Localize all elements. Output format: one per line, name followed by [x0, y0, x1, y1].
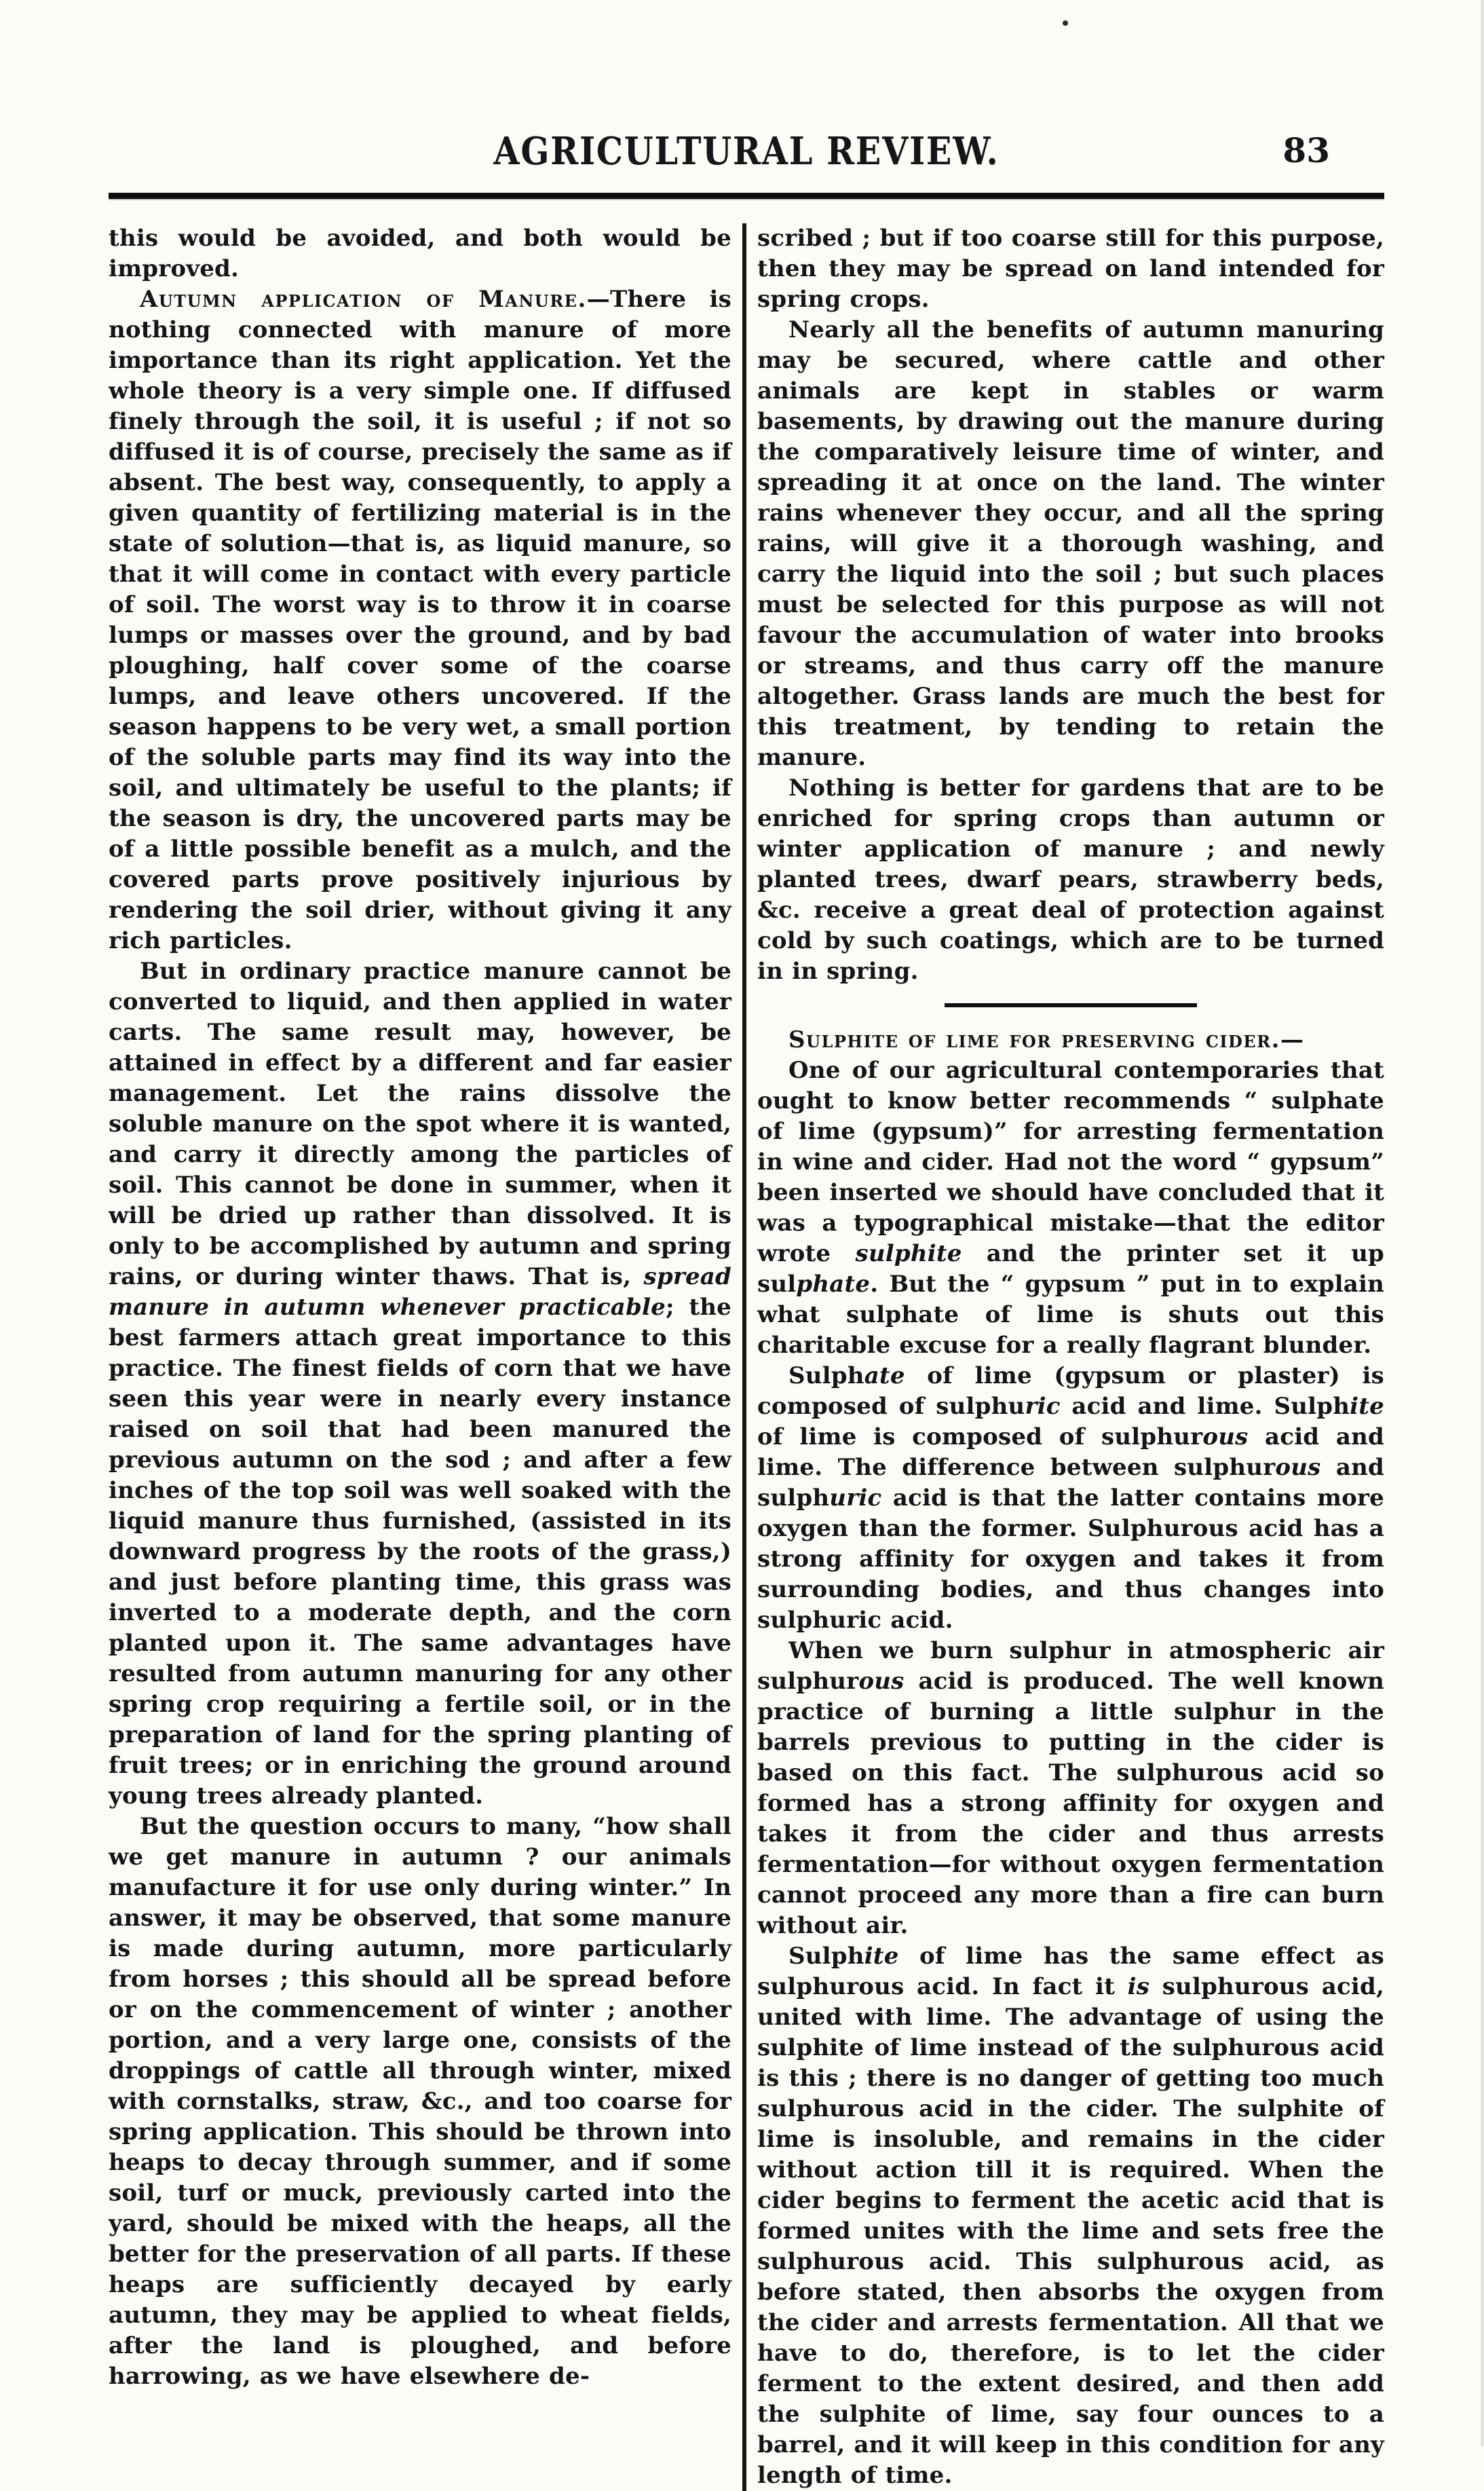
header-rule	[109, 193, 1384, 199]
text-run: uric	[829, 1484, 882, 1512]
page-number: 83	[1282, 130, 1330, 170]
text-run: acid and lime. The difference between sulphur	[757, 1423, 1384, 1481]
text-run: acid is that the latter contains more oxygen than the former. Sulphurous acid has a strong affinity for oxygen and takes it from surrounding bodies, and thus changes into sulphuric acid.	[757, 1484, 1384, 1634]
text-run: Autumn application of Manure.	[140, 286, 587, 313]
text-run: ous	[1202, 1423, 1249, 1450]
text-run: When we burn sulphur in atmospheric air sulphur	[757, 1637, 1384, 1695]
paragraph	[757, 1055, 1384, 1361]
text-run: Nearly all the benefits of autumn manuring may be secured, where cattle and other animals are kept in stables or warm basements, by drawing out the manure during the comparatively leisure time of winter, and spreading it at once on the land. The winter rains whenever they occur, and all the spring rains, will give it a thorough washing, and carry the liquid into the soil ; but such places must be selected for this purpose as will not favour the accumulation of water into brooks or streams, and thus carry off the manure altogether. Grass lands are much the best for this treatment, by tending to retain the manure.	[757, 316, 1384, 771]
left-column	[109, 223, 742, 2491]
text-run: Sulph	[788, 1362, 864, 1389]
paragraph	[757, 315, 1384, 773]
running-title: AGRICULTURAL REVIEW.	[493, 129, 1000, 174]
text-run: acid is produced. The well known practice of burning a little sulphur in the barrels previous to putting in the cider is based on this fact. The sulphurous acid so formed has a strong affinity for oxygen and takes it from the cider and thus arrests fermentation—for without oxygen fermentation cannot proceed any more than a fire can burn without air.	[757, 1668, 1384, 1939]
text-run: this would be avoided, and both would be improved.	[109, 225, 731, 282]
text-run: But in ordinary practice manure cannot be converted to liquid, and then applied in water carts. The same result may, however, be attained in effect by a different and far easier management. Let the rains dissolve the soluble manure on the spot where it is wanted, and carry it directly among the particles of soil. This cannot be done in summer, when it will be dried up rather than dissolved. It is only to be accomplished by autumn and spring rains, or during winter thaws. That is,	[109, 958, 731, 1290]
text-columns	[109, 223, 1384, 2491]
text-run: —There is nothing connected with manure of more importance than its right application. Yet the whole theory is a very simple one. If diffused finely through the soil, it is useful ; if not so diffused it is of course, precisely the same as if absent. The best way, consequently, to apply a given quantity of fertilizing material is in the state of solution—that is, as liquid manure, so that it will come in contact with every particle of soil. The worst way is to throw it in coarse lumps or masses over the ground, and by bad ploughing, half cover some of the coarse lumps, and leave others uncovered. If the season happens to be very wet, a small portion of the soluble parts may find its way into the soil, and ultimately be useful to the plants; if the season is dry, the uncovered parts may be of a little possible benefit as a mulch, and the covered parts prove positively injurious by rendering the soil drier, without giving it any rich particles.	[109, 286, 731, 954]
paragraph	[109, 223, 731, 284]
text-run: One of our agricultural contemporaries that ought to know better recommends “ sulphate of lime (gypsum)” for arresting fermentation in wine and cider. Had not the word “ gypsum” been inserted we should have concluded that it was a typographical mistake—that the editor wrote	[757, 1057, 1384, 1267]
section-divider-rule	[945, 1003, 1197, 1007]
paragraph	[757, 223, 1384, 315]
text-run: is	[1127, 1973, 1150, 2000]
text-run: . But the “ gypsum ” put in to explain what sulphate of lime is shuts out this charitable excuse for a really flagrant blunder.	[757, 1271, 1384, 1359]
text-run: ous	[858, 1668, 905, 1695]
text-run: But the question occurs to many, “how shall we get manure in autumn ? our animals manufacture it for use only during winter.” In answer, it may be observed, that some manure is made during autumn, more particularly from horses ; this should all be spread before or on the commencement of winter ; another portion, and a very large one, consists of the droppings of cattle all through winter, mixed with cornstalks, straw, &c., and too coarse for spring application. This should be thrown into heaps to decay through summer, and if some soil, turf or muck, previously carted into the yard, should be mixed with the heaps, all the better for the preservation of all parts. If these heaps are sufficiently decayed by early autumn, they may be applied to wheat fields, after the land is ploughed, and before harrowing, as we have elsewhere de-	[109, 1813, 731, 2390]
paragraph	[757, 773, 1384, 987]
right-column	[742, 223, 1384, 2491]
text-run: spread manure in autumn whenever practicable	[109, 1263, 731, 1321]
text-run: ric	[1025, 1393, 1061, 1420]
paragraph	[109, 284, 731, 956]
paragraph	[109, 1812, 731, 2392]
text-run: ; the best farmers attach great importance to this practice. The finest fields of corn that we have seen this year were in nearly every instance raised on soil that had been manured the previous autumn on the sod ; and after a few inches of the top soil was well soaked with the liquid manure thus furnished, (assisted in its downward progress by the roots of the grass,) and just before planting time, this grass was inverted to a moderate depth, and the corn planted upon it. The same advantages have resulted from autumn manuring for any other spring crop requiring a fertile soil, or in the preparation of land for the spring planting of fruit trees; or in enriching the ground around young trees already planted.	[109, 1294, 731, 1810]
text-run: of lime (gypsum or plaster) is composed of sulphu	[757, 1362, 1384, 1420]
text-run: of lime has the same effect as sulphurous acid. In fact it	[757, 1943, 1384, 2000]
text-run: acid and lime. Sulph	[1060, 1393, 1350, 1420]
text-run: phate	[796, 1271, 871, 1298]
paragraph	[757, 1361, 1384, 1636]
text-run: sulphite	[855, 1240, 962, 1267]
text-run: Nothing is better for gardens that are to be enriched for spring crops than autumn or winter application of manure ; and newly planted trees, dwarf pears, strawberry beds, &c. receive a great deal of protection against cold by such coatings, which are to be turned in in spring.	[757, 774, 1384, 985]
paragraph	[757, 1636, 1384, 1941]
page-header	[109, 0, 1384, 174]
paragraph	[109, 956, 731, 1812]
text-run: ite	[864, 1943, 899, 1970]
text-run: Sulphite of lime for preserving cider.	[788, 1026, 1280, 1053]
text-run: ate	[864, 1362, 905, 1389]
section-heading	[757, 1025, 1384, 1055]
text-run: sulphurous acid, united with lime. The advantage of using the sulphite of lime instead of the sulphurous acid is this ; there is no danger of getting too much sulphurous acid in the cider. The sulphite of lime is insoluble, and remains in the cider without action till it is required. When the cider begins to ferment the acetic acid that is formed unites with the lime and sets free the sulphurous acid. This sulphurous acid, as before stated, then absorbs the oxygen from the cider and arrests fermentation. All that we have to do, therefore, is to let the cider ferment to the extent desired, and then add the sulphite of lime, say four ounces to a barrel, and it will keep in this condition for any length of time.	[757, 1973, 1384, 2489]
text-run: and the printer set it up sul	[757, 1240, 1385, 1298]
ink-speck	[1063, 20, 1068, 26]
text-run: —	[1280, 1026, 1304, 1053]
text-run: scribed ; but if too coarse still for this purpose, then they may be spread on land intended for spring crops.	[757, 225, 1384, 313]
text-run: ous	[1275, 1454, 1321, 1481]
text-run: ite	[1350, 1393, 1385, 1420]
text-run: Sulph	[788, 1943, 864, 1970]
text-run: of lime is composed of sulphur	[757, 1423, 1203, 1450]
text-run: and sulph	[757, 1454, 1384, 1512]
scan-edge-shadow	[1481, 0, 1484, 2446]
paragraph	[757, 1941, 1384, 2491]
